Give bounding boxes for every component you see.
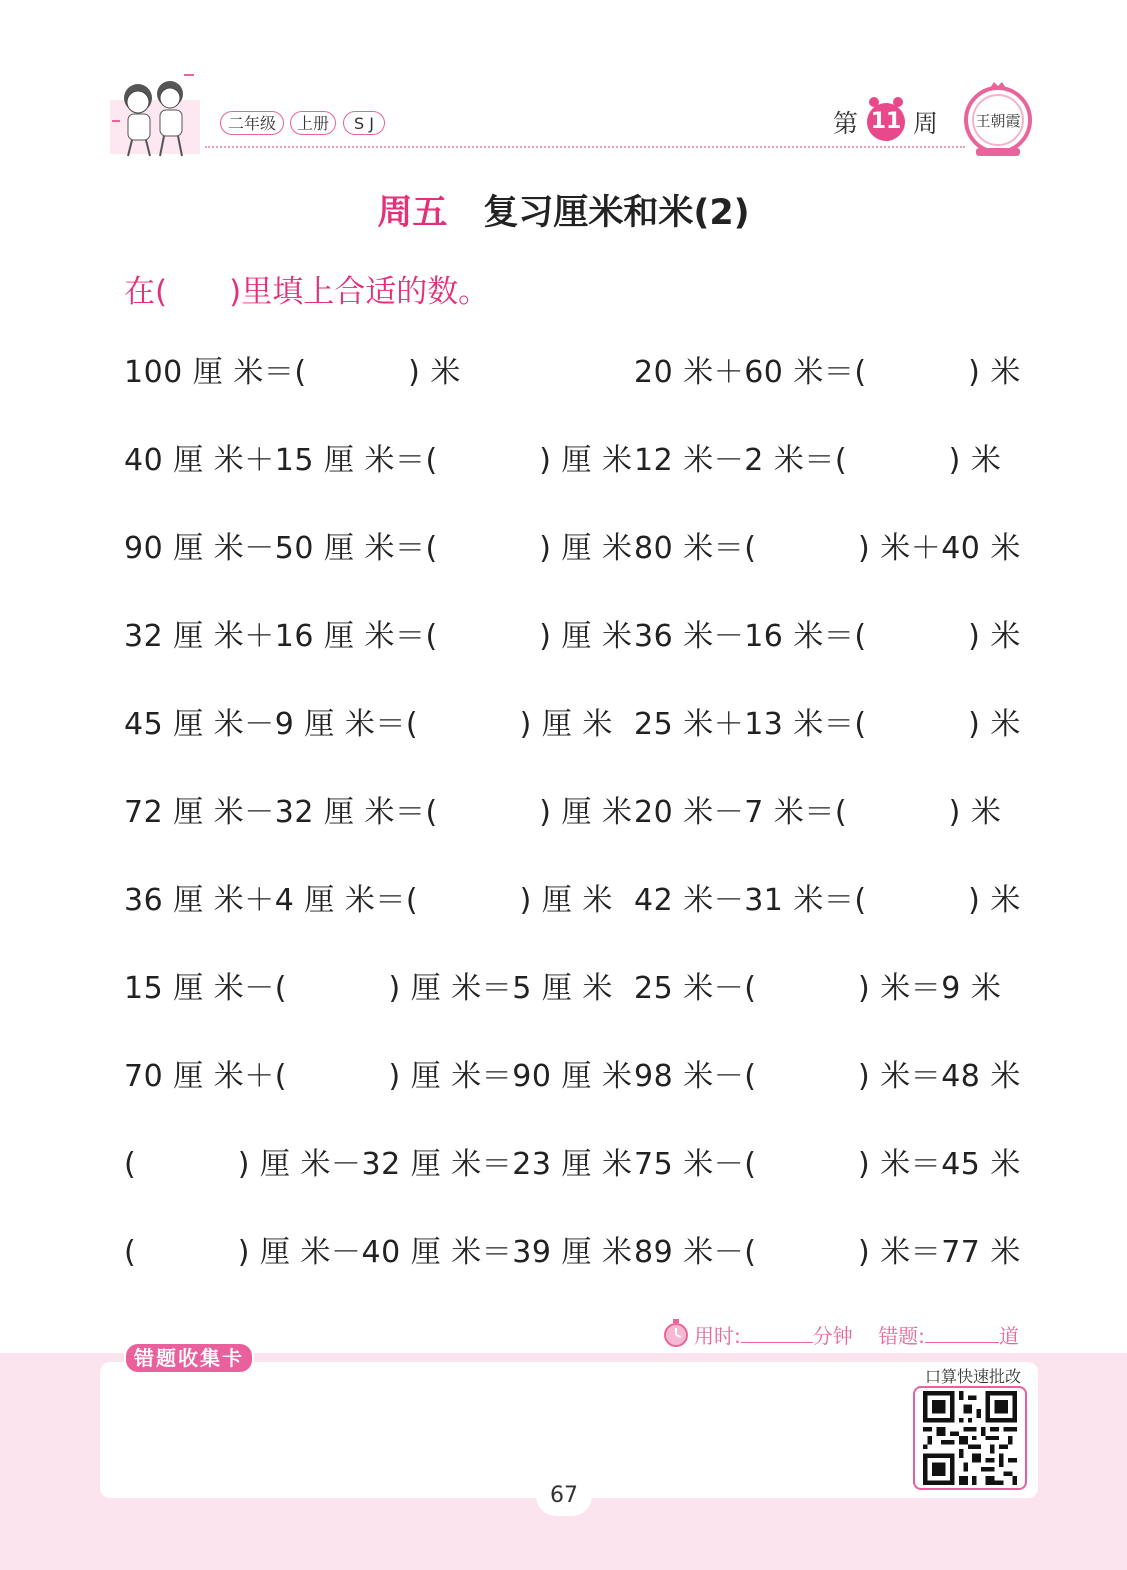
qr-code-icon[interactable] — [921, 1391, 1019, 1485]
qr-label: 口算快速批改 — [925, 1367, 1022, 1386]
problem-right-7[interactable]: 42 米－31 米＝( ) 米 — [634, 883, 1021, 918]
problem-left-9[interactable]: 70 厘 米＋( ) 厘 米＝90 厘 米 — [124, 1059, 633, 1094]
alarm-clock-icon — [867, 103, 905, 141]
lesson-name: 复习厘米和米(2) — [483, 193, 750, 233]
header-divider — [205, 146, 965, 148]
problem-left-10[interactable]: ( ) 厘 米－32 厘 米＝23 厘 米 — [124, 1147, 633, 1182]
volume-badge — [290, 111, 336, 135]
problem-right-9[interactable]: 98 米－( ) 米＝48 米 — [634, 1059, 1021, 1094]
problem-right-8[interactable]: 25 米－( ) 米＝9 米 — [634, 971, 1002, 1006]
problem-right-5[interactable]: 25 米＋13 米＝( ) 米 — [634, 707, 1021, 742]
time-blank[interactable] — [741, 1324, 813, 1343]
time-label: 用时: — [694, 1324, 741, 1348]
stopwatch-icon — [662, 1318, 690, 1348]
seal-logo-icon — [962, 80, 1034, 160]
problem-right-2[interactable]: 12 米－2 米＝( ) 米 — [634, 443, 1002, 478]
lesson-title — [0, 185, 1127, 235]
error-card-tab: 错题收集卡 — [124, 1342, 254, 1374]
instruction: 在( )里填上合适的数。 — [124, 274, 490, 310]
week-prefix: 第 — [833, 109, 859, 138]
problem-left-6[interactable]: 72 厘 米－32 厘 米＝( ) 厘 米 — [124, 795, 633, 830]
seal-text: 王朝霞 — [975, 112, 1021, 130]
page-number: 67 — [536, 1476, 592, 1516]
edition-badge — [343, 111, 385, 135]
problem-left-8[interactable]: 15 厘 米－( ) 厘 米＝5 厘 米 — [124, 971, 613, 1006]
problem-left-11[interactable]: ( ) 厘 米－40 厘 米＝39 厘 米 — [124, 1235, 633, 1270]
grade-label: 二年级 — [227, 114, 276, 133]
problem-right-6[interactable]: 20 米－7 米＝( ) 米 — [634, 795, 1002, 830]
problem-right-3[interactable]: 80 米＝( ) 米＋40 米 — [634, 531, 1021, 566]
kids-illustration-icon — [108, 70, 204, 158]
problem-left-1[interactable]: 100 厘 米＝( ) 米 — [124, 355, 461, 390]
time-unit: 分钟 — [812, 1324, 853, 1348]
problem-left-3[interactable]: 90 厘 米－50 厘 米＝( ) 厘 米 — [124, 531, 633, 566]
errors-label: 错题: — [878, 1324, 925, 1348]
problem-left-2[interactable]: 40 厘 米＋15 厘 米＝( ) 厘 米 — [124, 443, 633, 478]
problem-left-4[interactable]: 32 厘 米＋16 厘 米＝( ) 厘 米 — [124, 619, 633, 654]
problem-right-4[interactable]: 36 米－16 米＝( ) 米 — [634, 619, 1021, 654]
problem-left-5[interactable]: 45 厘 米－9 厘 米＝( ) 厘 米 — [124, 707, 613, 742]
errors-unit: 道 — [998, 1324, 1019, 1348]
grade-badge — [220, 111, 284, 135]
timer-row — [694, 1320, 1019, 1349]
edition-label: S J — [354, 114, 374, 133]
volume-label: 上册 — [296, 114, 329, 133]
lesson-day: 周五 — [377, 193, 448, 233]
problem-left-7[interactable]: 36 厘 米＋4 厘 米＝( ) 厘 米 — [124, 883, 613, 918]
errors-blank[interactable] — [925, 1324, 999, 1343]
problem-right-11[interactable]: 89 米－( ) 米＝77 米 — [634, 1235, 1021, 1270]
problem-right-10[interactable]: 75 米－( ) 米＝45 米 — [634, 1147, 1021, 1182]
week-suffix: 周 — [913, 109, 939, 138]
week-number: 11 — [870, 109, 902, 134]
problem-right-1[interactable]: 20 米＋60 米＝( ) 米 — [634, 355, 1021, 390]
